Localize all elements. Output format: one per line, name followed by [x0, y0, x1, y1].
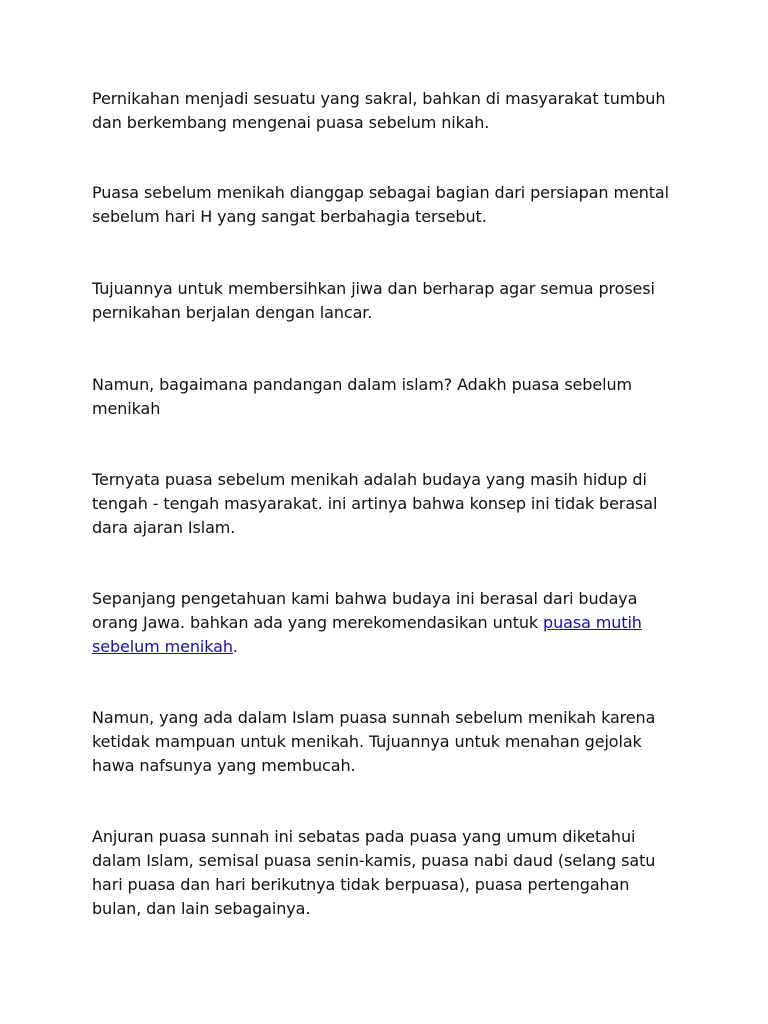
paragraph-6-end: .: [232, 637, 238, 656]
paragraph-3: Tujuannya untuk membersihkan jiwa dan berharap agar semua prosesi pernikahan berjalan dengan lancar.: [92, 279, 655, 322]
paragraph-6: [92, 587, 682, 659]
puasa-mutih-link[interactable]: puasa mutih sebelum menikah: [92, 613, 642, 656]
paragraph-1: Pernikahan menjadi sesuatu yang sakral, bahkan di masyarakat tumbuh dan berkembang mengenai puasa sebelum nikah.: [92, 89, 666, 132]
paragraph-8: Anjuran puasa sunnah ini sebatas pada puasa yang umum diketahui dalam Islam, semisal puasa senin-kamis, puasa nabi daud (selang satu hari puasa dan hari berikutnya tidak berpuasa), puasa pertengahan bulan, dan lain sebagainya.: [92, 827, 656, 918]
paragraph-6-text: Sepanjang pengetahuan kami bahwa budaya ini berasal dari budaya orang Jawa. bahkan ada yang merekomendasikan untuk: [92, 589, 638, 632]
paragraph-2: Puasa sebelum menikah dianggap sebagai bagian dari persiapan mental sebelum hari H yang sangat berbahagia tersebut.: [92, 183, 669, 226]
paragraph-7: Namun, yang ada dalam Islam puasa sunnah sebelum menikah karena ketidak mampuan untuk menikah. Tujuannya untuk menahan gejolak hawa nafsunya yang membucah.: [92, 708, 656, 775]
paragraph-5: Ternyata puasa sebelum menikah adalah budaya yang masih hidup di tengah - tengah masyarakat. ini artinya bahwa konsep ini tidak berasal dara ajaran Islam.: [92, 470, 658, 537]
paragraph-4: Namun, bagaimana pandangan dalam islam? Adakh puasa sebelum menikah: [92, 375, 632, 418]
